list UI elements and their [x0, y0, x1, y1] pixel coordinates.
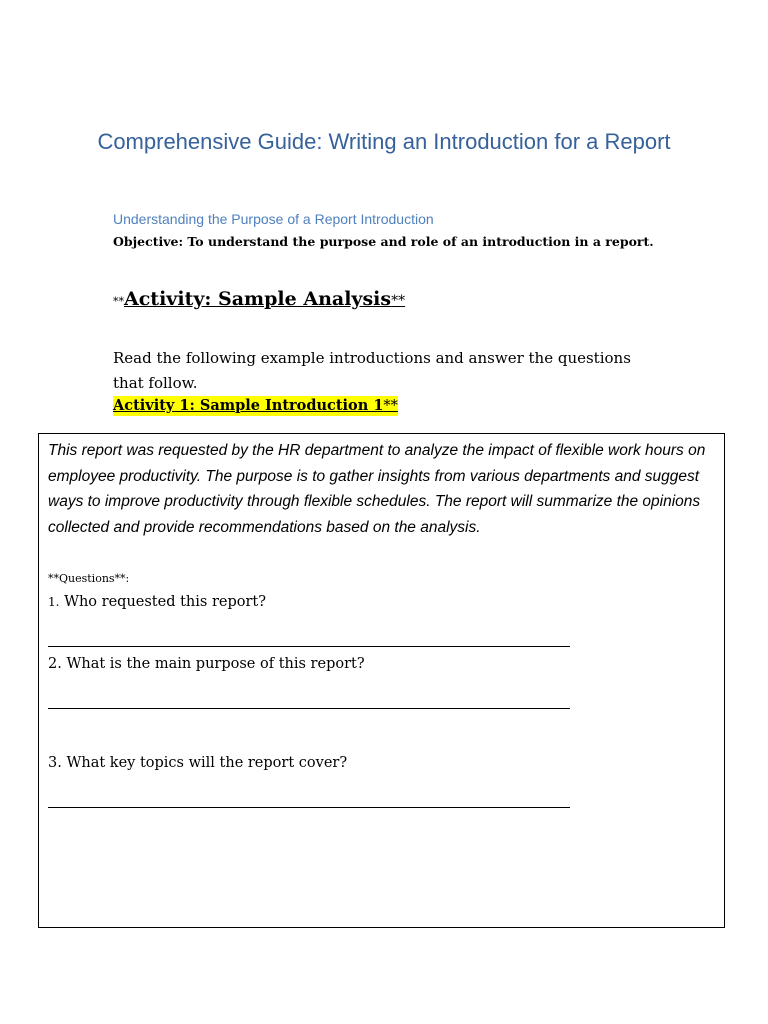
questions-label: **Questions**:	[48, 572, 130, 585]
page-title: Comprehensive Guide: Writing an Introduction for a Report	[97, 129, 671, 154]
question-1-number: 1.	[48, 595, 60, 609]
sample-introduction-box	[38, 433, 725, 928]
question-1	[48, 592, 266, 612]
question-2	[48, 654, 365, 674]
activity-1-stars: **	[383, 398, 398, 414]
question-2-number: 2.	[48, 656, 62, 672]
objective-text: Objective: To understand the purpose and role of an introduction in a report.	[113, 234, 654, 249]
activity-heading	[113, 286, 405, 315]
question-1-text: Who requested this report?	[64, 594, 267, 610]
question-3-text: What key topics will the report cover?	[66, 755, 348, 771]
answer-line-2[interactable]	[48, 708, 570, 709]
activity-heading-lead-stars: **	[113, 295, 124, 308]
answer-line-3[interactable]	[48, 807, 570, 808]
question-3-number: 3.	[48, 755, 62, 771]
question-3	[48, 753, 347, 773]
activity-heading-trail-stars: **	[391, 293, 406, 309]
activity-1-text: Activity 1: Sample Introduction 1	[113, 397, 384, 414]
activity-1-heading	[113, 396, 398, 416]
activity-heading-text: Activity: Sample Analysis	[124, 288, 392, 310]
section-subheading: Understanding the Purpose of a Report Introduction	[113, 211, 434, 227]
question-2-text: What is the main purpose of this report?	[66, 656, 365, 672]
sample-passage: This report was requested by the HR department to analyze the impact of flexible work hours on employee productivity. The purpose is to gather insights from various departments and suggest ways to improve productivity through flexible schedules. The report will summarize the opinions collected and provide recommendations based on the analysis.	[48, 442, 706, 536]
instructions-text: Read the following example introductions and answer the questions that follow.	[113, 349, 631, 392]
answer-line-1[interactable]	[48, 646, 570, 647]
